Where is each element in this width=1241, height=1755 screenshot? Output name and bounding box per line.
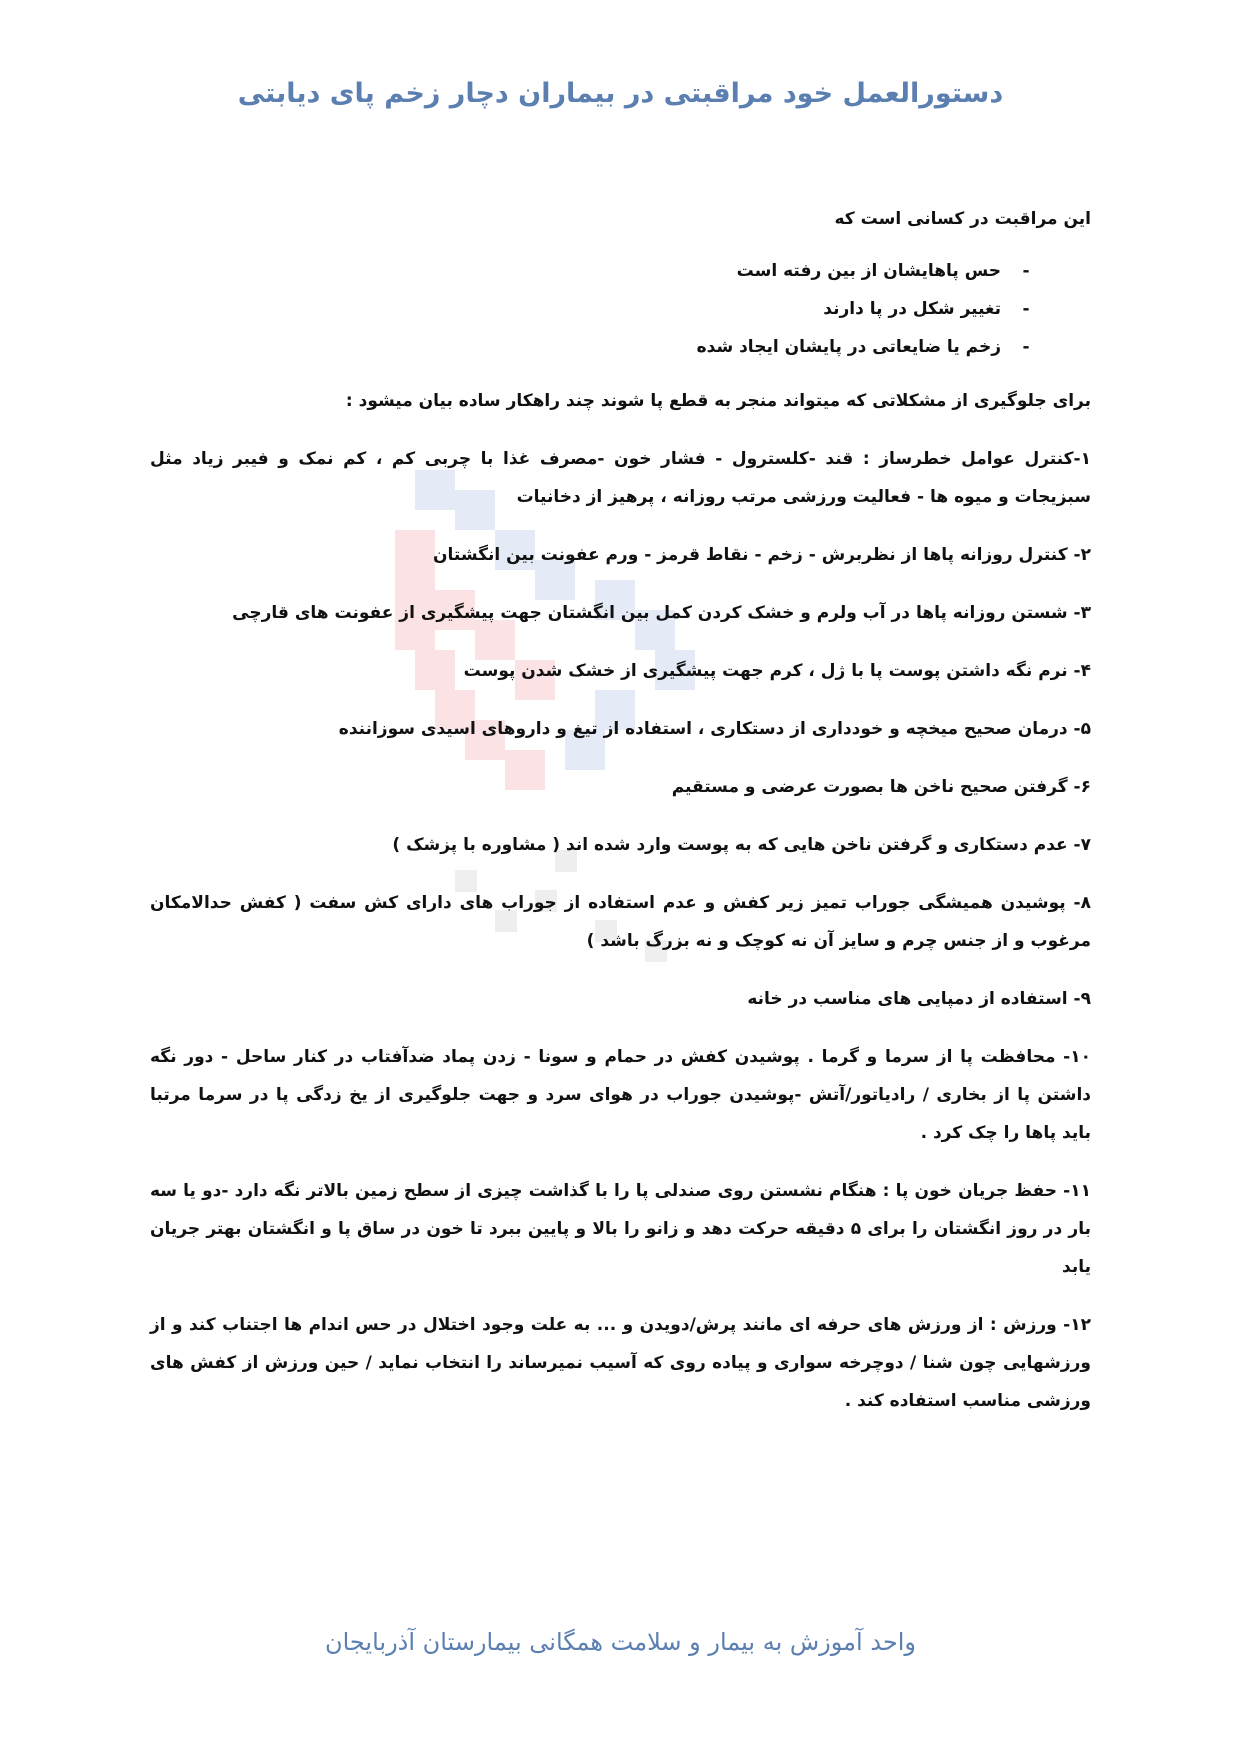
document-body — [150, 200, 1091, 1440]
instruction-item-2: ۲- کنترل روزانه پاها از نظربرش - زخم - نقاط قرمز - ورم عفونت بین انگشتان — [432, 545, 1091, 565]
page-title: دستورالعمل خود مراقبتی در بیماران دچار زخم پای دیابتی — [237, 78, 1004, 109]
bullet-marker: - — [1022, 337, 1030, 357]
bullet-marker: - — [1022, 261, 1030, 281]
instruction-item-5: ۵- درمان صحیح میخچه و خودداری از دستکاری ، استفاده از تیغ و داروهای اسیدی سوزاننده — [338, 719, 1091, 739]
instruction-item-6: ۶- گرفتن صحیح ناخن ها بصورت عرضی و مستقیم — [671, 777, 1091, 797]
list-item — [150, 252, 1051, 290]
list-item — [150, 290, 1051, 328]
instruction-item-10: ۱۰- محافظت پا از سرما و گرما . پوشیدن کفش در حمام و سونا - زدن پماد ضدآفتاب در کنار ساحل - دور نگه داشتن پا از بخاری / رادیاتور/آتش -پوشیدن جوراب در هوای سرد و جهت جلوگیری از یخ زدگی پا در سرما مرتبا باید پاها را چک کرد . — [150, 1047, 1091, 1143]
footer-text: واحد آموزش به بیمار و سلامت همگانی بیمارستان آذربایجان — [324, 1628, 917, 1656]
instruction-item-8: ۸- پوشیدن همیشگی جوراب تمیز زیر کفش و عدم استفاده از جوراب های دارای کش سفت ( کفش حدالامکان مرغوب و از جنس چرم و سایز آن نه کوچک و نه بزرگ باشد ) — [150, 893, 1091, 951]
bullet-marker: - — [1022, 299, 1030, 319]
list-item — [150, 328, 1051, 366]
instruction-item-9: ۹- استفاده از دمپایی های مناسب در خانه — [747, 989, 1091, 1009]
list-item-text: تغییر شکل در پا دارند — [823, 299, 1001, 319]
list-item-text: زخم یا ضایعاتی در پایشان ایجاد شده — [696, 337, 1001, 357]
intro-text: این مراقبت در کسانی است که — [834, 209, 1091, 229]
condition-list — [150, 252, 1091, 366]
instruction-item-7: ۷- عدم دستکاری و گرفتن ناخن هایی که به پوست وارد شده اند ( مشاوره با پزشک ) — [392, 835, 1091, 855]
list-item-text: حس پاهایشان از بین رفته است — [736, 261, 1001, 281]
instruction-item-4: ۴- نرم نگه داشتن پوست پا با ژل ، کرم جهت پیشگیری از خشک شدن پوست — [463, 661, 1091, 681]
instruction-item-11: ۱۱- حفظ جریان خون پا : هنگام نشستن روی صندلی پا را با گذاشت چیزی از سطح زمین بالاتر نگه دارد -دو یا سه بار در روز انگشتان را برای ۵ دقیقه حرکت دهد و زانو را بالا و پایین ببرد تا خون در ساق پا و انگشتان بهتر جریان یابد — [150, 1181, 1091, 1277]
lead-paragraph: برای جلوگیری از مشکلاتی که میتواند منجر به قطع پا شوند چند راهکار ساده بیان میشود : — [345, 391, 1091, 411]
instruction-item-3: ۳- شستن روزانه پاها در آب ولرم و خشک کردن کمل بین انگشتان جهت پیشگیری از عفونت های قارچی — [232, 603, 1091, 623]
instruction-item-12: ۱۲- ورزش : از ورزش های حرفه ای مانند پرش/دویدن و ... به علت وجود اختلال در حس اندام ها اجتناب کند و از ورزشهایی چون شنا / دوچرخه سواری و پیاده روی که آسیب نمیرساند را انتخاب نماید / حین ورزش از کفش های ورزشی مناسب استفاده کند . — [150, 1315, 1091, 1411]
instruction-item-1: ۱-کنترل عوامل خطرساز : قند -کلسترول - فشار خون -مصرف غذا با چربی کم ، کم نمک و فیبر زیاد مثل سبزیجات و میوه ها - فعالیت ورزشی مرتب روزانه ، پرهیز از دخانیات — [150, 449, 1091, 507]
